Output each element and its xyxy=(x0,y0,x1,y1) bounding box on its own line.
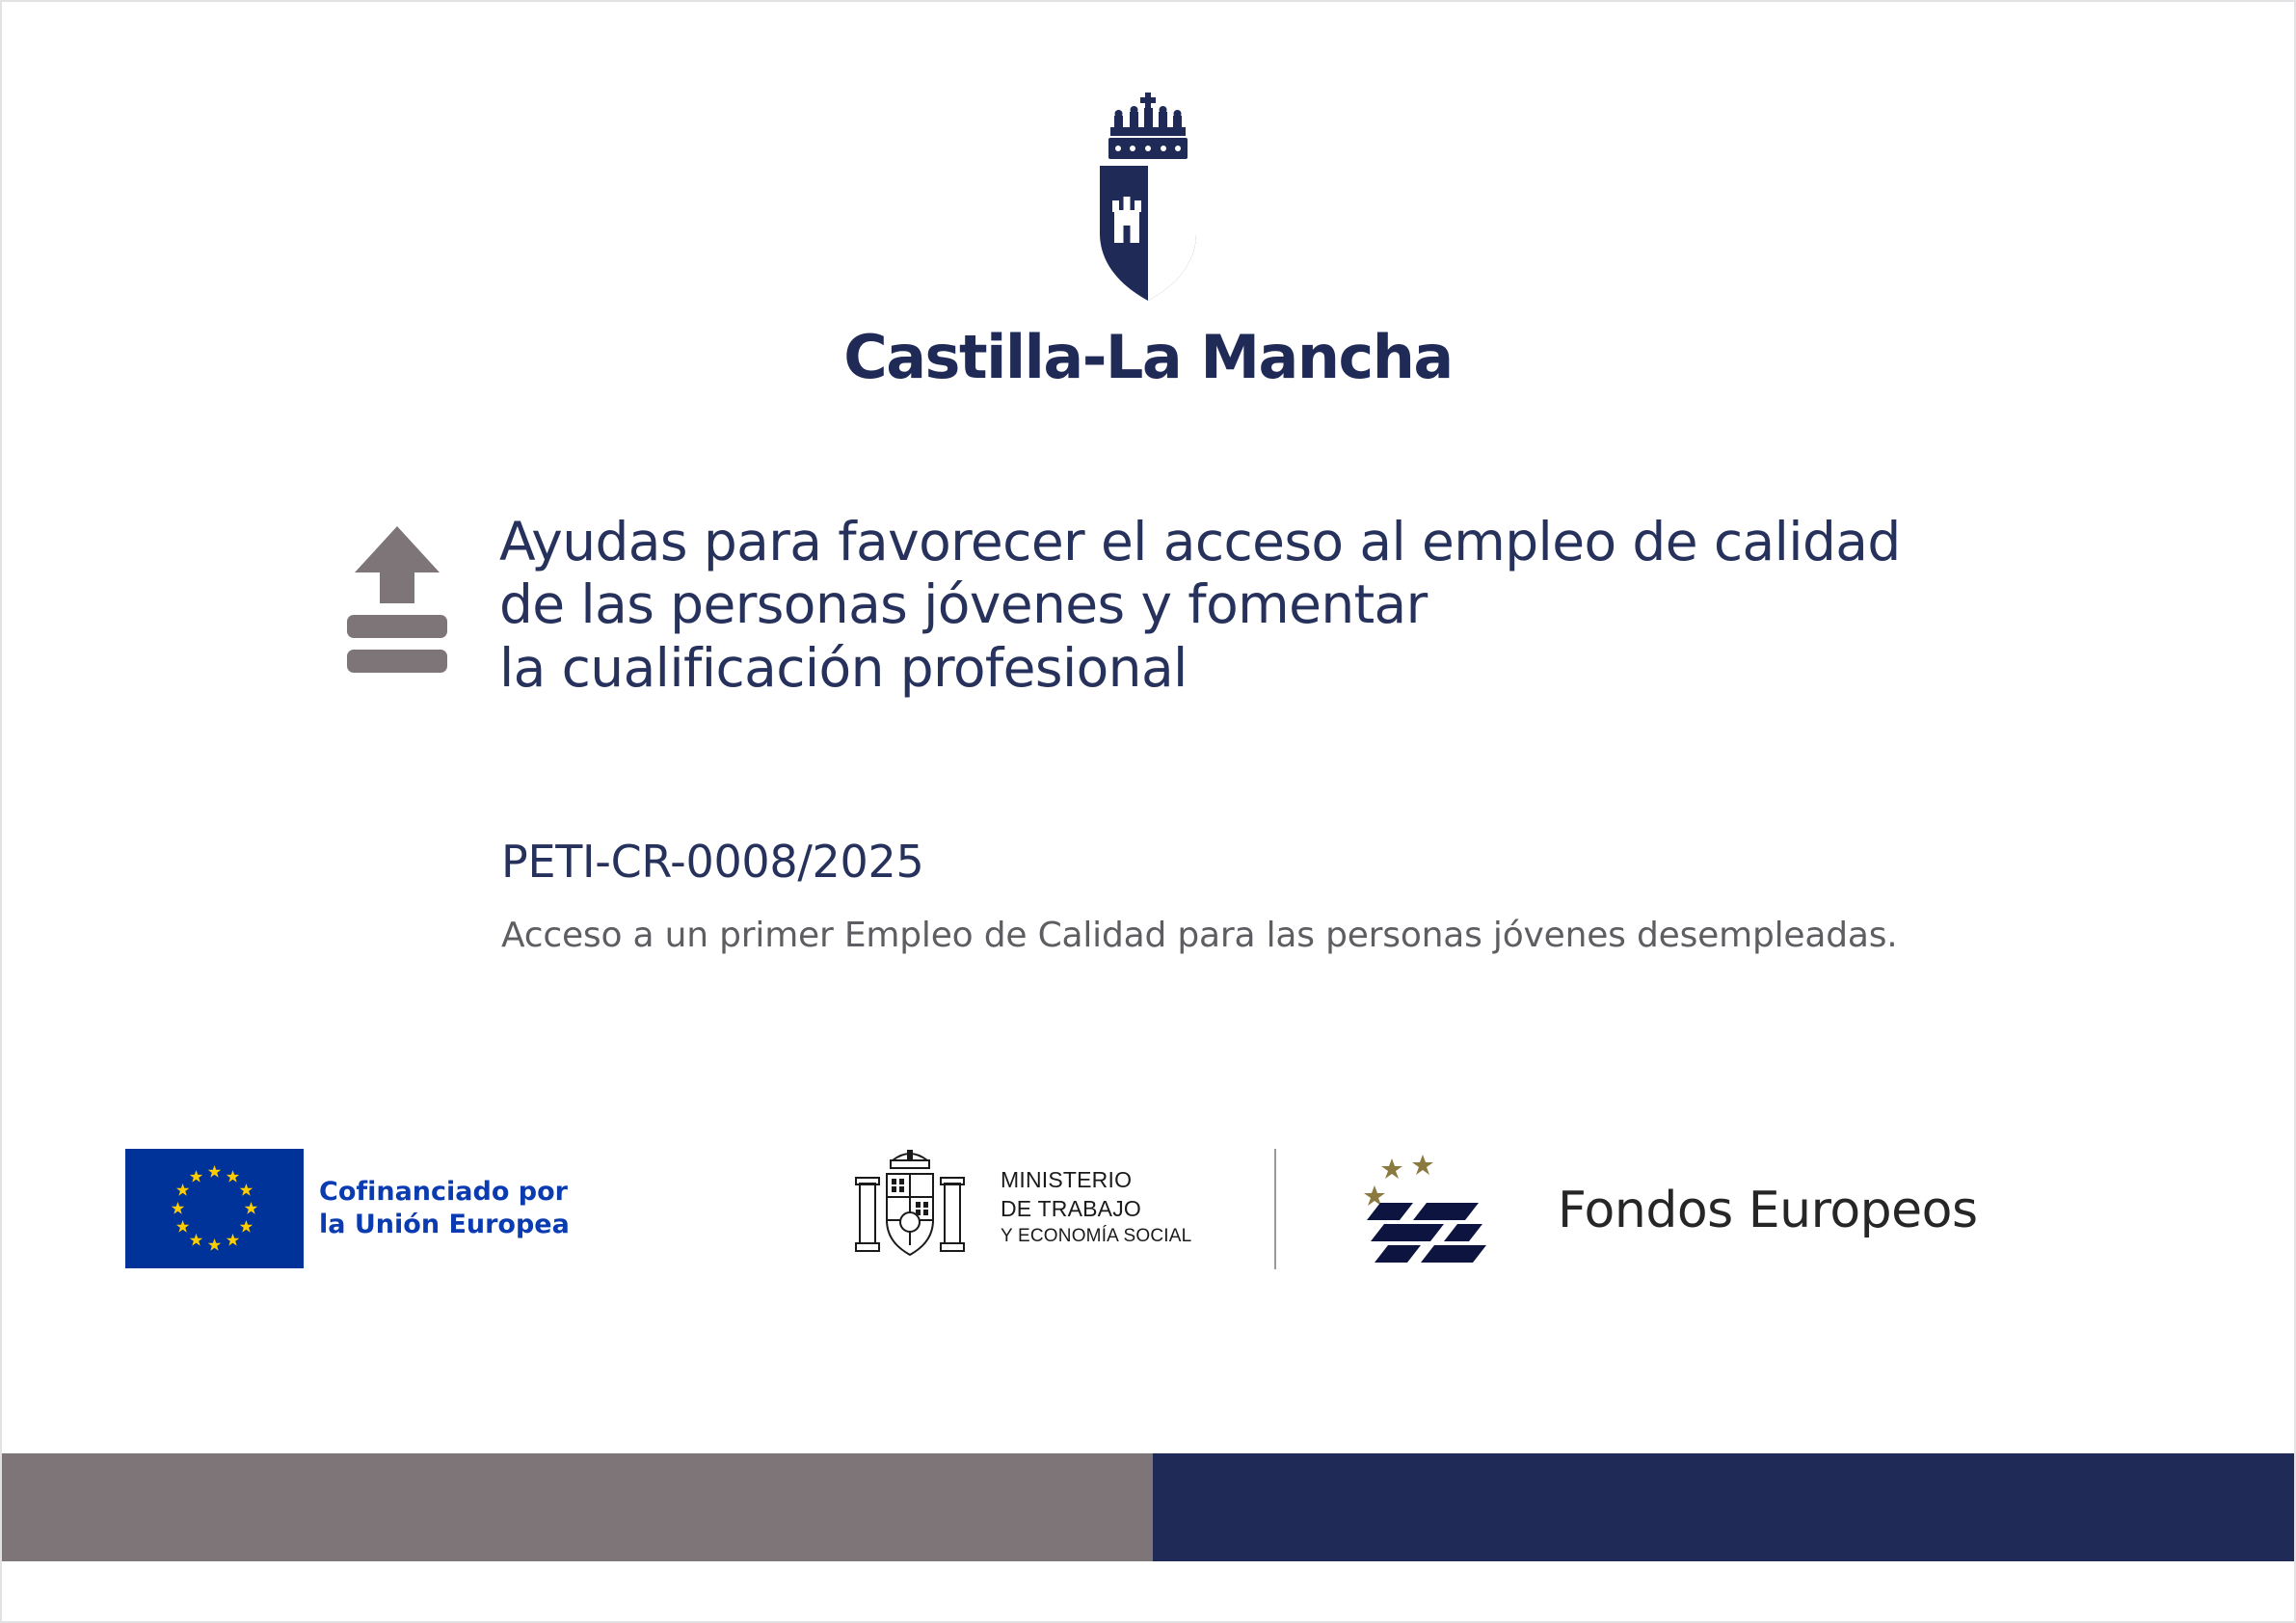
ministry-logo xyxy=(833,1139,1191,1274)
ministry-line-3: Y ECONOMÍA SOCIAL xyxy=(1001,1225,1192,1246)
ministry-line-1: MINISTERIO xyxy=(1001,1167,1133,1193)
ministry-text xyxy=(1001,1165,1191,1248)
ministry-line-2: DE TRABAJO xyxy=(1001,1196,1141,1222)
eu-text-line-1: Cofinanciado por xyxy=(319,1177,568,1208)
headline-block xyxy=(330,511,2178,700)
headline-text xyxy=(499,511,1901,700)
eu-text-line-2: la Unión Europea xyxy=(319,1210,570,1239)
reference-subtitle: Acceso a un primer Empleo de Calidad para las personas jóvenes desempleadas. xyxy=(501,916,1898,955)
footer-color-bar xyxy=(2,1453,2294,1561)
upload-arrow-bars-icon xyxy=(330,519,472,687)
regional-brand-block xyxy=(2,87,2294,392)
headline-line-1: Ayudas para favorecer el acceso al empleo de calidad xyxy=(499,511,1901,572)
reference-code: PETI-CR-0008/2025 xyxy=(501,836,924,888)
logo-divider xyxy=(1274,1149,1276,1269)
fondos-europeos-mark-icon xyxy=(1351,1153,1535,1268)
funding-logos-row xyxy=(2,1139,2294,1313)
footer-bar-right xyxy=(1153,1453,2294,1561)
european-union-flag-icon xyxy=(125,1149,304,1268)
spain-coat-of-arms-icon xyxy=(833,1139,987,1274)
castilla-la-mancha-crest-icon xyxy=(1076,87,1220,308)
fondos-europeos-logo xyxy=(1351,1153,1978,1268)
headline-line-2: de las personas jóvenes y fomentar xyxy=(499,573,1428,636)
eu-cofinanced-text xyxy=(319,1176,570,1241)
eu-cofinanced-logo xyxy=(125,1149,570,1268)
headline-line-3: la cualificación profesional xyxy=(499,636,1188,699)
regional-wordmark: Castilla-La Mancha xyxy=(843,322,1453,392)
fondos-europeos-label: Fondos Europeos xyxy=(1558,1182,1978,1239)
footer-bar-left xyxy=(2,1453,1153,1561)
